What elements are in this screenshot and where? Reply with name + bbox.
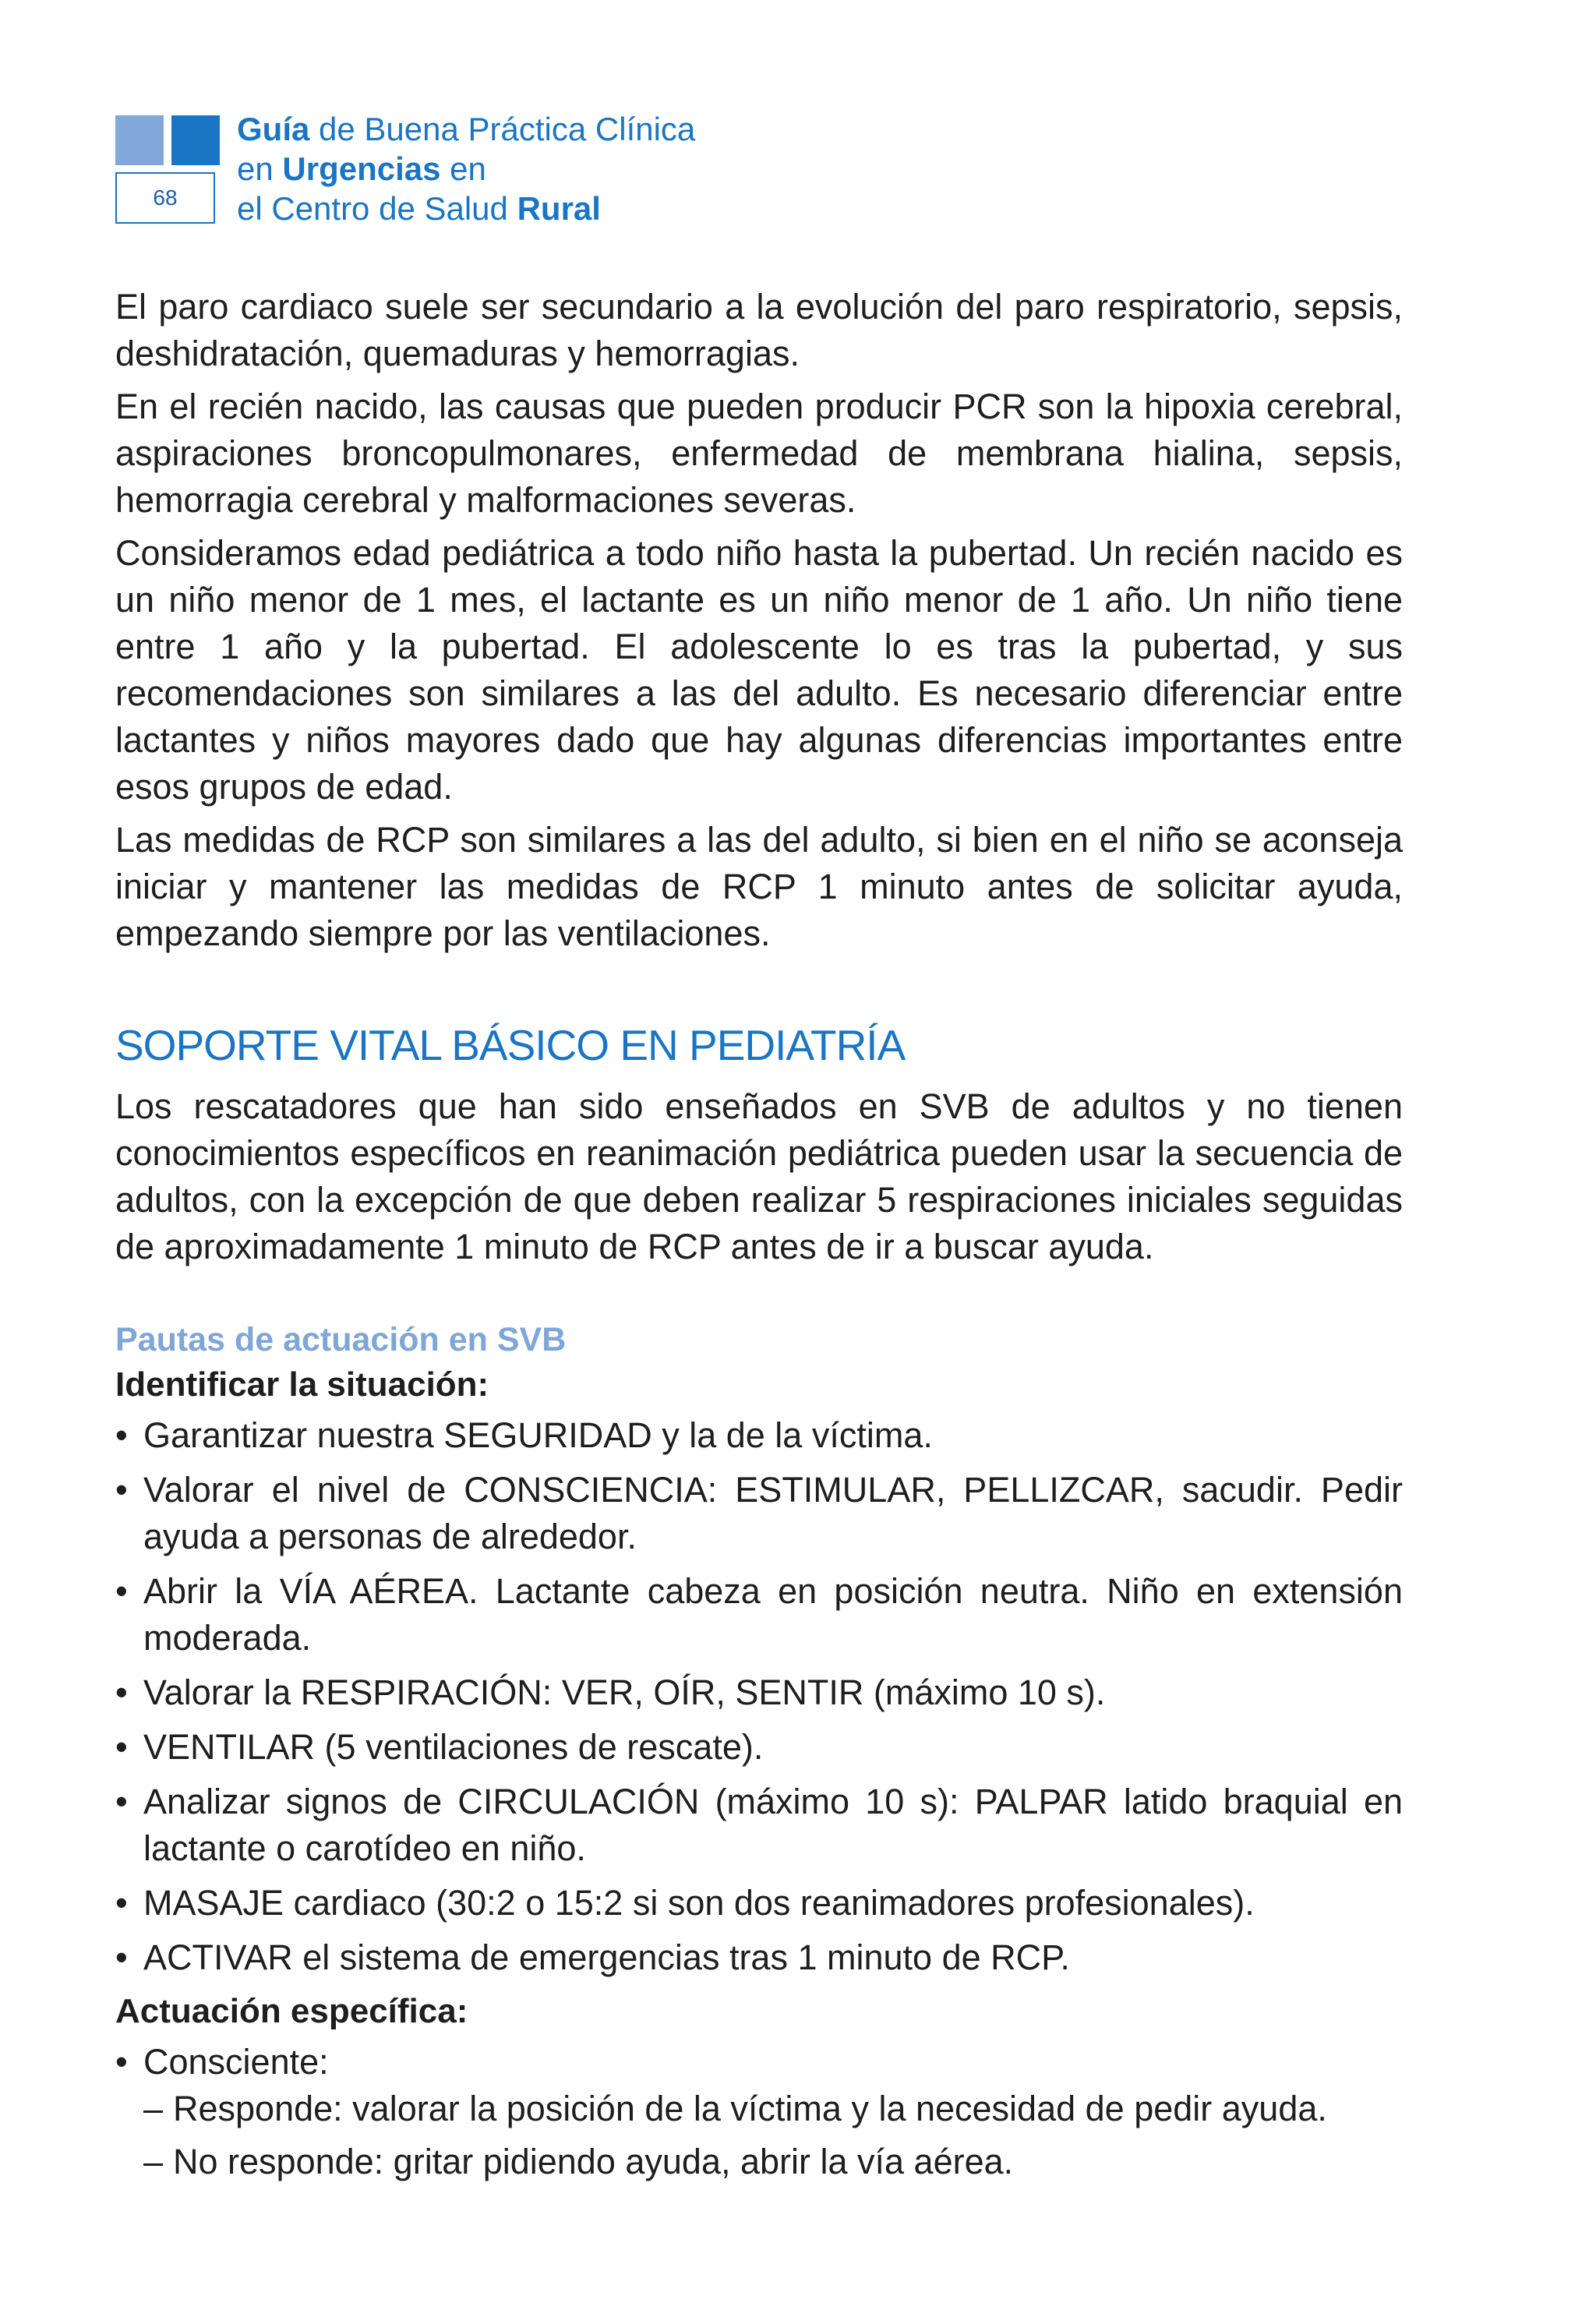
- list-item-text: Abrir la VÍA AÉREA. Lactante cabeza en posición neutra. Niño en extensión moderada.: [143, 1571, 1403, 1658]
- bullet-icon: •: [115, 1571, 128, 1611]
- section-paragraph: Los rescatadores que han sido enseñados en SVB de adultos y no tienen conocimientos específicos en reanimación pediátrica pueden usar la secuencia de adultos, con la excepción de que deben realizar 5 respiraciones iniciales seguidas de aproximadamente 1 minuto de RCP antes de ir a buscar ayuda.: [115, 1086, 1403, 1266]
- bullet-icon: •: [115, 1727, 128, 1767]
- guide-title-word-guia: Guía: [237, 111, 310, 147]
- specific-sublist: [115, 2086, 1403, 2185]
- list-item: [115, 2039, 1403, 2086]
- sublist-item: [115, 2086, 1403, 2132]
- list-item: [115, 1880, 1403, 1927]
- sublist-item-text: No responde: gritar pidiendo ayuda, abrir la vía aérea.: [173, 2142, 1014, 2181]
- guide-title-word-urgencias: Urgencias: [282, 150, 441, 187]
- list-item-text: Consciente:: [143, 2042, 329, 2082]
- identify-list: [115, 1412, 1403, 1981]
- guide-title-centro: el Centro de Salud: [237, 190, 517, 227]
- bullet-icon: •: [115, 1883, 128, 1923]
- guide-title: [237, 109, 695, 228]
- specific-list: [115, 2039, 1403, 2086]
- intro-paragraph: Consideramos edad pediátrica a todo niño hasta la pubertad. Un recién nacido es un niño menor de 1 mes, el lactante es un niño menor de 1 año. Un niño tiene entre 1 año y la pubertad. El adolescente lo es tras la pubertad, y sus recomendaciones son similares a las del adulto. Es necesario diferenciar entre lactantes y niños mayores dado que hay algunas diferencias importantes entre esos grupos de edad.: [115, 533, 1403, 807]
- intro-paragraph: Las medidas de RCP son similares a las del adulto, si bien en el niño se aconseja iniciar y mantener las medidas de RCP 1 minuto antes de solicitar ayuda, empezando siempre por las ventilaciones.: [115, 820, 1403, 953]
- sublist-item-text: Responde: valorar la posición de la víctima y la necesidad de pedir ayuda.: [173, 2089, 1327, 2128]
- logo-square-light: [115, 115, 164, 165]
- guide-title-rest: de Buena Práctica Clínica: [309, 111, 696, 147]
- identify-label: Identificar la situación:: [115, 1365, 489, 1404]
- bullet-icon: •: [115, 1672, 128, 1712]
- page-content: [115, 284, 1403, 2192]
- guide-title-line-1: [237, 109, 695, 149]
- intro-paragraph: El paro cardiaco suele ser secundario a la evolución del paro respiratorio, sepsis, deshidratación, quemaduras y hemorragias.: [115, 287, 1403, 373]
- list-item-text: Valorar la RESPIRACIÓN: VER, OÍR, SENTIR (máximo 10 s).: [143, 1672, 1106, 1712]
- guide-title-line-2: [237, 149, 695, 189]
- section-heading: SOPORTE VITAL BÁSICO EN PEDIATRÍA: [115, 1021, 906, 1069]
- list-item: [115, 1412, 1403, 1459]
- list-item-text: ACTIVAR el sistema de emergencias tras 1 minuto de RCP.: [143, 1937, 1070, 1977]
- dash-icon: –: [143, 2142, 164, 2181]
- bullet-icon: •: [115, 1415, 128, 1455]
- guide-title-word-rural: Rural: [517, 190, 601, 227]
- list-item: [115, 1669, 1403, 1716]
- guide-logo: [115, 115, 220, 226]
- list-item-text: Valorar el nivel de CONSCIENCIA: ESTIMULAR, PELLIZCAR, sacudir. Pedir ayuda a personas de alrededor.: [143, 1470, 1403, 1556]
- bullet-icon: •: [115, 1782, 128, 1821]
- page-number: 68: [115, 172, 215, 224]
- bullet-icon: •: [115, 1937, 128, 1977]
- list-item-text: MASAJE cardiaco (30:2 o 15:2 si son dos reanimadores profesionales).: [143, 1883, 1255, 1923]
- list-item: [115, 1724, 1403, 1771]
- list-item-text: Analizar signos de CIRCULACIÓN (máximo 10 s): PALPAR latido braquial en lactante o carotídeo en niño.: [143, 1782, 1403, 1868]
- list-item-text: VENTILAR (5 ventilaciones de rescate).: [143, 1727, 764, 1767]
- list-item: [115, 1934, 1403, 1981]
- list-item: [115, 1568, 1403, 1662]
- list-item: [115, 1778, 1403, 1872]
- sublist-item: [115, 2139, 1403, 2185]
- bullet-icon: •: [115, 2042, 128, 2082]
- bullet-icon: •: [115, 1470, 128, 1510]
- guide-title-suffix: en: [440, 150, 486, 187]
- dash-icon: –: [143, 2089, 164, 2128]
- list-item: [115, 1467, 1403, 1560]
- logo-square-dark: [171, 115, 220, 165]
- guide-title-line-3: [237, 189, 695, 228]
- subheading: Pautas de actuación en SVB: [115, 1321, 567, 1358]
- specific-label: Actuación específica:: [115, 1992, 468, 2030]
- guide-title-prefix: en: [237, 150, 283, 187]
- list-item-text: Garantizar nuestra SEGURIDAD y la de la víctima.: [143, 1415, 933, 1455]
- intro-paragraph: En el recién nacido, las causas que pueden producir PCR son la hipoxia cerebral, aspiraciones broncopulmonares, enfermedad de membrana hialina, sepsis, hemorragia cerebral y malformaciones severas.: [115, 387, 1403, 520]
